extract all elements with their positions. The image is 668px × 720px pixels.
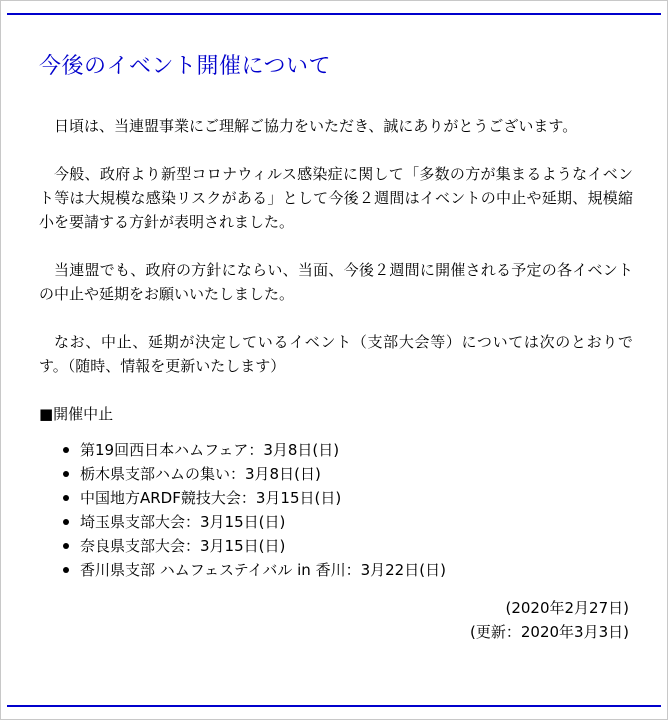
event-list-intro-paragraph: なお、中止、延期が決定しているイベント（支部大会等）については次のとおりです。（随時、情報を更新いたします）	[39, 333, 633, 375]
list-item	[63, 510, 633, 534]
cancelled-heading: ■開催中止	[39, 405, 114, 423]
cancelled-event-list	[39, 438, 633, 582]
event-label: 奈良県支部大会：3月15日(日)	[80, 537, 286, 555]
event-label: 第19回西日本ハムフェア：3月8日(日)	[80, 441, 340, 459]
bottom-divider	[7, 705, 661, 707]
event-label: 香川県支部 ハムフェステイバル in 香川：3月22日(日)	[80, 561, 446, 579]
list-item	[63, 438, 633, 462]
page-title: 今後のイベント開催について	[39, 54, 332, 79]
bullet-icon	[63, 567, 69, 573]
list-item	[63, 558, 633, 582]
league-response-paragraph: 当連盟でも、政府の方針にならい、当面、今後２週間に開催される予定の各イベントの中止や延期をお願いいたしました。	[39, 261, 633, 303]
bullet-icon	[63, 447, 69, 453]
event-label: 中国地方ARDF競技大会：3月15日(日)	[80, 489, 342, 507]
bullet-icon	[63, 543, 69, 549]
bullet-icon	[63, 519, 69, 525]
notice-content	[39, 49, 633, 644]
event-label: 栃木県支部ハムの集い：3月8日(日)	[80, 465, 321, 483]
government-request-paragraph: 今般、政府より新型コロナウィルス感染症に関して「多数の方が集まるようなイベント等は大規模な感染リスクがある」として今後２週間はイベントの中止や延期、規模縮小を要請する方針が表明されました。	[39, 165, 633, 231]
date-block	[39, 596, 633, 644]
updated-date: (更新：2020年3月3日)	[470, 623, 629, 641]
top-divider	[7, 13, 661, 15]
bullet-icon	[63, 495, 69, 501]
posted-date: (2020年2月27日)	[505, 599, 629, 617]
list-item	[63, 486, 633, 510]
list-item	[63, 462, 633, 486]
greeting-paragraph: 日頃は、当連盟事業にご理解ご協力をいただき、誠にありがとうございます。	[54, 117, 578, 135]
list-item	[63, 534, 633, 558]
event-label: 埼玉県支部大会：3月15日(日)	[80, 513, 286, 531]
bullet-icon	[63, 471, 69, 477]
